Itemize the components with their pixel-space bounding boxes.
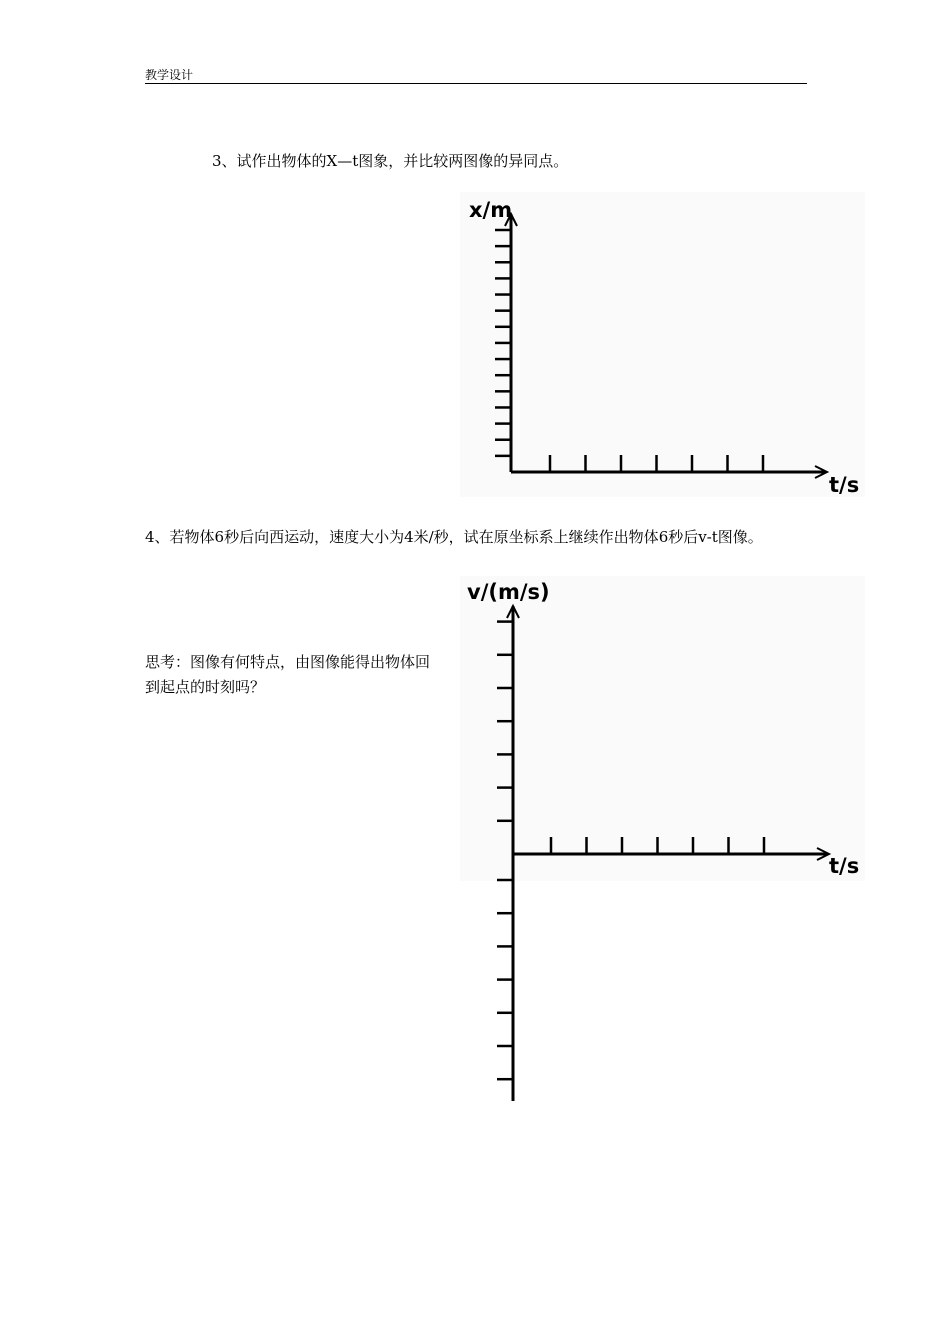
x-axis-label: t/s bbox=[829, 473, 860, 497]
y-axis-label: x/m bbox=[469, 198, 513, 222]
xt-graph bbox=[455, 192, 865, 502]
header-divider bbox=[145, 83, 807, 84]
x-axis-label: t/s bbox=[829, 854, 860, 878]
graph-background bbox=[460, 576, 865, 881]
page-header-title: 教学设计 bbox=[145, 68, 194, 82]
graph-background bbox=[460, 192, 865, 497]
y-axis-label: v/(m/s) bbox=[467, 580, 550, 604]
question-4-text: 4、若物体6秒后向西运动，速度大小为4米/秒，试在原坐标系上继续作出物体6秒后v-t图像。 bbox=[145, 528, 763, 546]
thinking-prompt: 思考：图像有何特点，由图像能得出物体回到起点的时刻吗？ bbox=[145, 653, 431, 696]
question-3-text: 3、试作出物体的X—t图象，并比较两图像的异同点。 bbox=[212, 152, 569, 170]
vt-graph bbox=[455, 576, 865, 1106]
